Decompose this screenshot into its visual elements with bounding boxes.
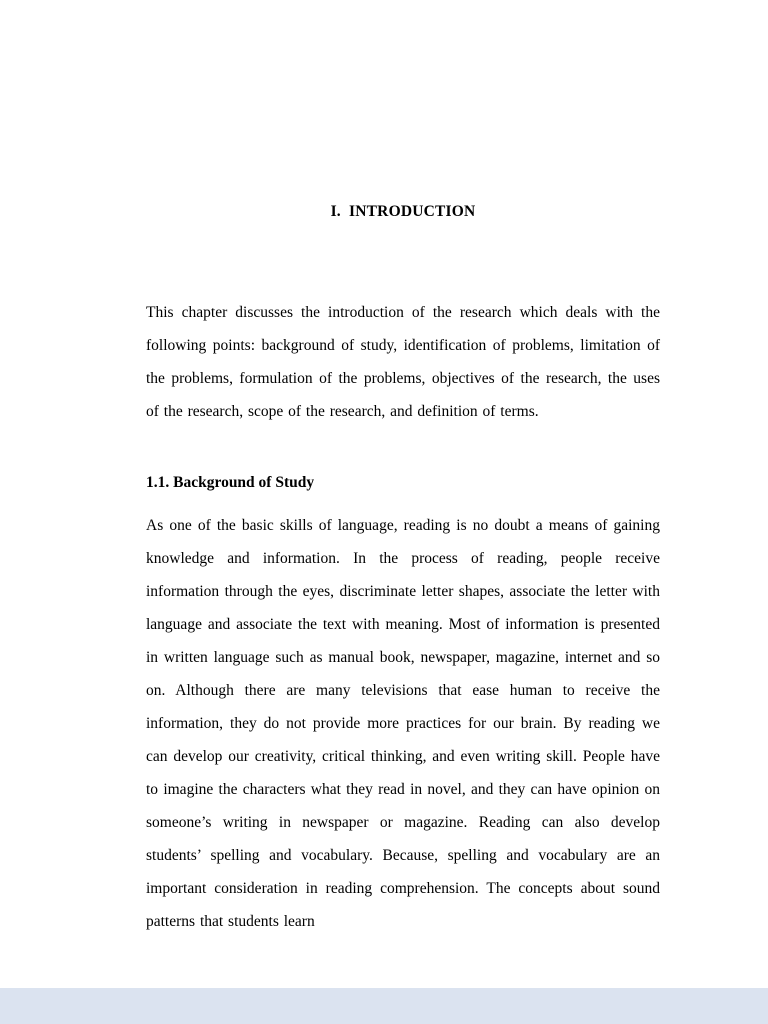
viewer-footer-strip [0,988,768,1024]
body-paragraph: As one of the basic skills of language, reading is no doubt a means of gaining knowledge and information. In the process of reading, people receive information through the eyes, discriminate letter shapes, associate the letter with language and associate the text with meaning. Most of information is presented in written language such as manual book, newspaper, magazine, internet and so on. Although there are many televisions that ease human to receive the information, they do not provide more practices for our brain. By reading we can develop our creativity, critical thinking, and even writing skill. People have to imagine the characters what they read in novel, and they can have opinion on someone’s writing in newspaper or magazine. Reading can also develop students’ spelling and vocabulary. Because, spelling and vocabulary are an important consideration in reading comprehension. The concepts about sound patterns that students learn [146,517,660,930]
intro-paragraph: This chapter discusses the introduction of the research which deals with the following points: background of study, identification of problems, limitation of the problems, formulation of the problems, objectives of the research, the uses of the research, scope of the research, and definition of terms. [146,304,660,420]
document-content [146,0,660,938]
section-heading: 1.1. Background of Study [146,474,315,491]
chapter-heading: I. INTRODUCTION [330,203,476,220]
